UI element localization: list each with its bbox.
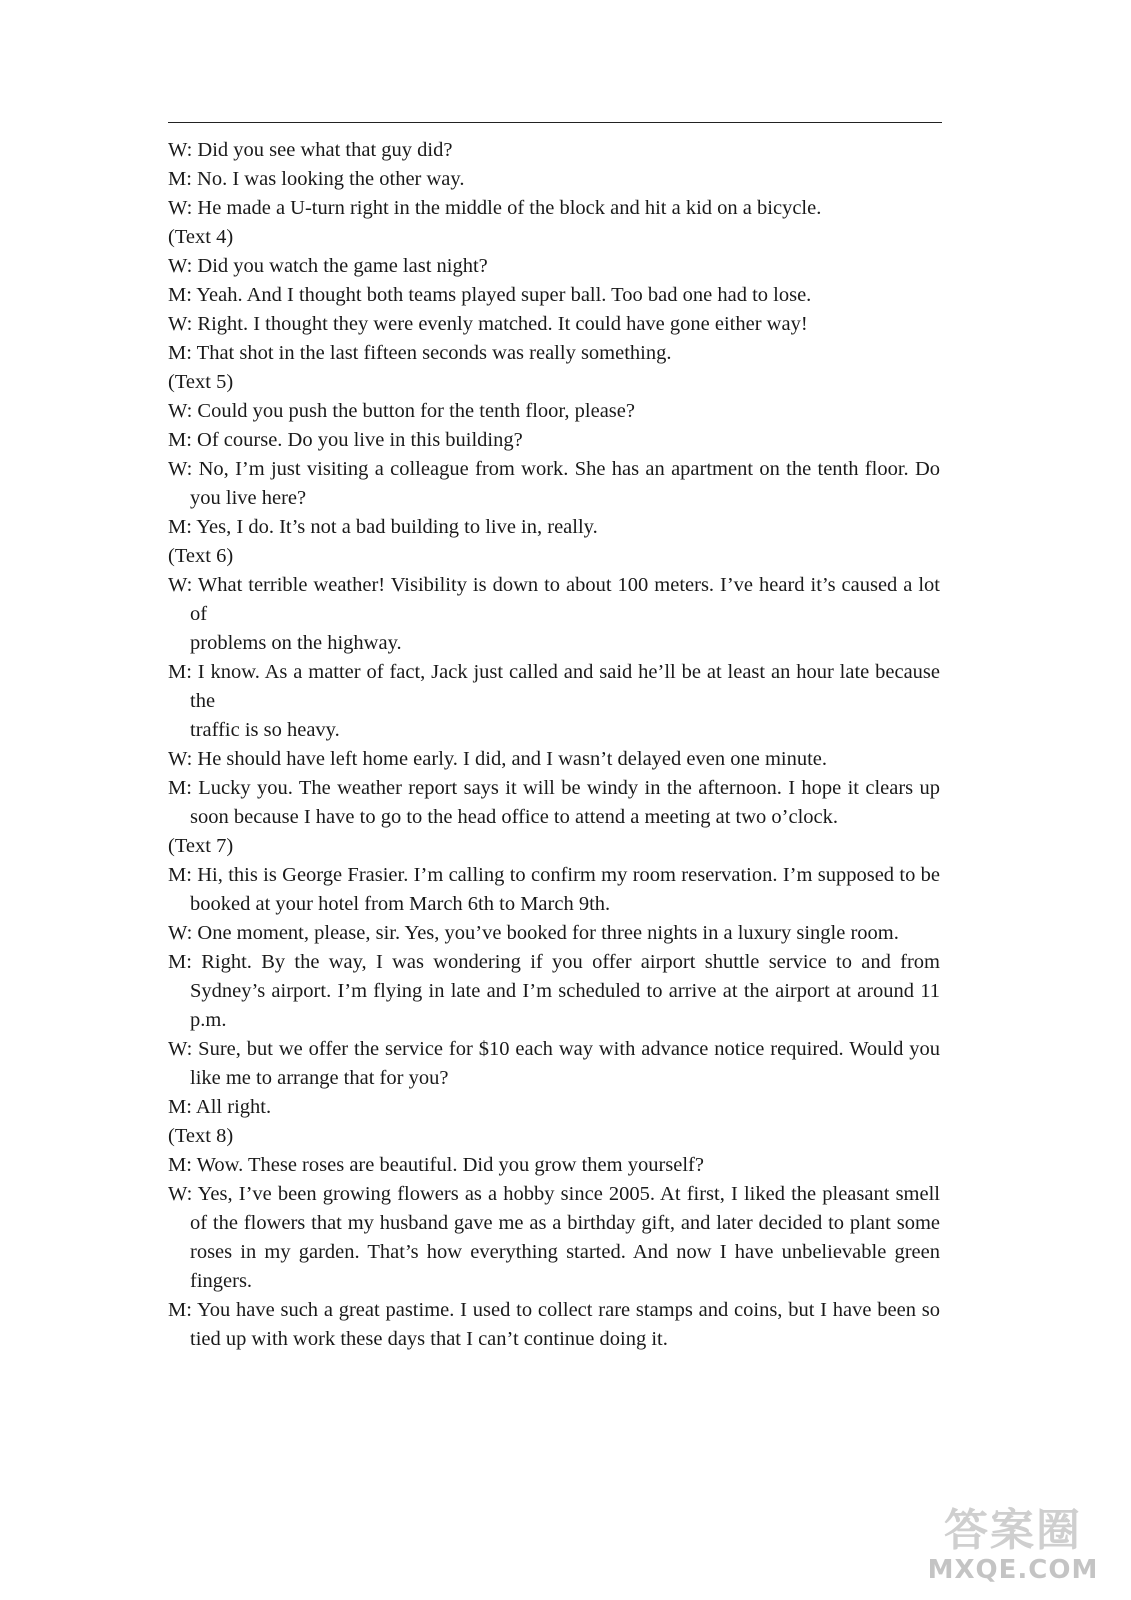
dialogue-continuation: traffic is so heavy. [190,719,340,741]
dialogue-line: M: No. I was looking the other way. [168,168,465,190]
dialogue-line: M: Right. By the way, I was wondering if you offer airport shuttle service to and from Sydney’s airport. I’m flying in late and I’m scheduled to arrive at the airport at around 11 p.m. [168,951,940,1031]
dialogue-line: M: Lucky you. The weather report says it will be windy in the afternoon. I hope it clears up soon because I have to go to the head office to attend a meeting at two o’clock. [168,777,940,828]
dialogue-line: M: Hi, this is George Frasier. I’m calling to confirm my room reservation. I’m supposed to be booked at your hotel from March 6th to March 9th. [168,864,940,915]
section-heading: (Text 4) [168,226,234,248]
section-heading: (Text 7) [168,835,234,857]
section-heading: (Text 6) [168,545,234,567]
dialogue-line: M: You have such a great pastime. I used to collect rare stamps and coins, but I have been so tied up with work these days that I can’t continue doing it. [168,1299,940,1350]
dialogue-line: W: Could you push the button for the tenth floor, please? [168,400,635,422]
dialogue-line: W: No, I’m just visiting a colleague from work. She has an apartment on the tenth floor. Do you live here? [168,458,940,509]
dialogue-line: W: Did you watch the game last night? [168,255,488,277]
watermark-domain: MXQE.COM [927,1555,1099,1585]
section-heading: (Text 5) [168,371,234,393]
dialogue-line: W: Yes, I’ve been growing flowers as a hobby since 2005. At first, I liked the pleasant smell of the flowers that my husband gave me as a birthday gift, and later decided to plant some roses in my garden. That’s how everything started. And now I have unbelievable green fingers. [168,1183,940,1292]
section-heading: (Text 8) [168,1125,234,1147]
dialogue-line: W: Sure, but we offer the service for $10 each way with advance notice required. Would you like me to arrange that for you? [168,1038,940,1089]
dialogue-line: W: He should have left home early. I did, and I wasn’t delayed even one minute. [168,748,828,770]
dialogue-line: W: One moment, please, sir. Yes, you’ve booked for three nights in a luxury single room. [168,922,899,944]
dialogue-line: M: Wow. These roses are beautiful. Did you grow them yourself? [168,1154,704,1176]
dialogue-line: W: He made a U-turn right in the middle of the block and hit a kid on a bicycle. [168,197,822,219]
dialogue-line: M: That shot in the last fifteen seconds was really something. [168,342,672,364]
header-rule [168,122,942,123]
dialogue-line: M: Of course. Do you live in this building? [168,429,523,451]
dialogue-line: M: Yes, I do. It’s not a bad building to live in, really. [168,516,598,538]
dialogue-line: M: Yeah. And I thought both teams played super ball. Too bad one had to lose. [168,284,812,306]
dialogue-continuation: problems on the highway. [190,632,402,654]
site-watermark [913,1506,1113,1592]
dialogue-line: M: I know. As a matter of fact, Jack just called and said he’ll be at least an hour late because the [168,661,940,712]
dialogue-line: W: What terrible weather! Visibility is down to about 100 meters. I’ve heard it’s caused a lot of [168,574,940,625]
watermark-logo-text: 答案圈 [944,1505,1082,1556]
transcript [168,136,940,1354]
dialogue-line: W: Right. I thought they were evenly matched. It could have gone either way! [168,313,808,335]
dialogue-line: W: Did you see what that guy did? [168,139,453,161]
dialogue-line: M: All right. [168,1096,272,1118]
